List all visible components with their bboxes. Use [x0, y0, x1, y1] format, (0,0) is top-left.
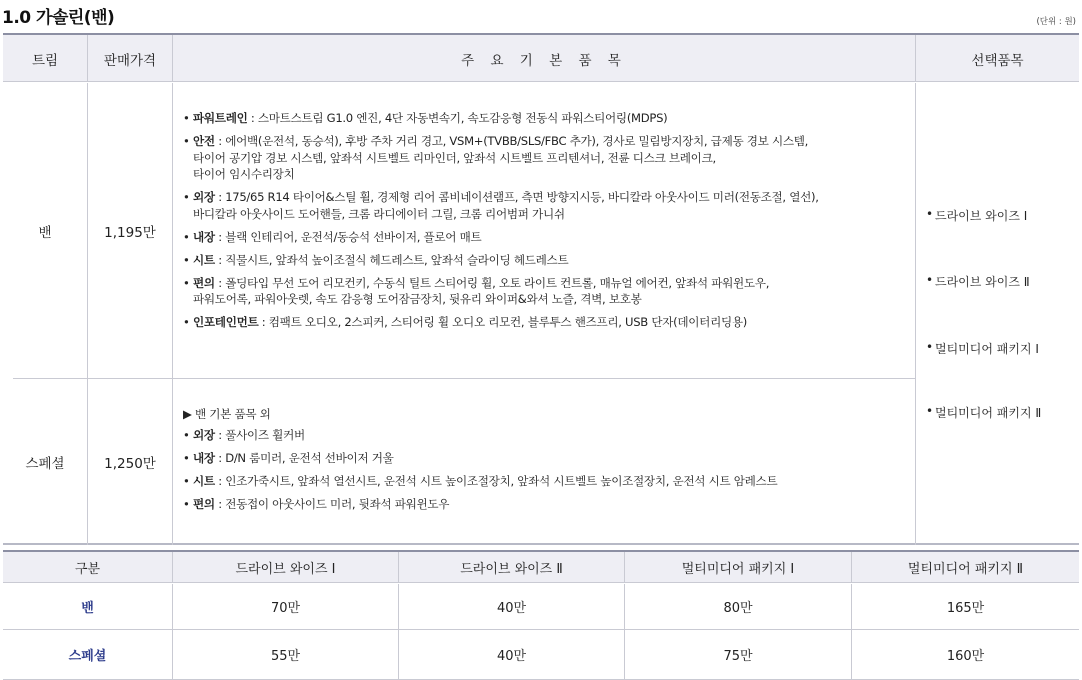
price-trim-label: 스페셜	[3, 630, 173, 679]
trim-table	[3, 33, 1079, 545]
table-row	[3, 630, 1079, 680]
feature-description: : 직물시트, 앞좌석 높이조절식 헤드레스트, 앞좌석 슬라이딩 헤드레스트	[214, 252, 569, 267]
price-value: 160만	[946, 649, 985, 664]
feature-description: : 컴팩트 오디오, 2스피커, 스티어링 휠 오디오 리모컨, 블루투스 핸즈프리, USB 단자(데이터리딩용)	[258, 315, 747, 329]
feature-category: 인포테인먼트	[193, 315, 259, 329]
feature-description: : 폴딩타입 무선 도어 리모컨키, 수동식 틸트 스티어링 휠, 오토 라이트 컨트롤, 매뉴얼 에어컨, 앞좌석 파워윈도우, 파워도어록, 파워아웃렛, 속도 감응형 도어잠금장치, 뒷유리 와이퍼&와셔 노즐, 격벽, 보호봉	[193, 275, 770, 306]
price-header-cell: 드라이브 와이즈 Ⅰ	[173, 552, 399, 583]
option-item: • 드라이브 와이즈 Ⅱ	[926, 273, 1030, 290]
option-item: • 멀티미디어 패키지 Ⅱ	[926, 404, 1041, 421]
van-features-cell	[173, 83, 916, 379]
feature-item	[183, 110, 915, 127]
feature-item	[183, 314, 915, 331]
van-feature-list	[183, 110, 915, 331]
base-features-note: ▶ 밴 기본 품목 외	[183, 407, 271, 421]
option-price-table	[3, 550, 1079, 680]
trim-name-special: 스페셜	[3, 379, 88, 545]
page-title: 1.0 가솔린(밴)	[2, 8, 115, 28]
feature-category: 외장	[193, 427, 215, 442]
header-standard-features: 주 요 기 본 품 목	[173, 35, 916, 82]
feature-category: 편의	[193, 496, 215, 511]
price-value: 55만	[173, 630, 399, 679]
trim-price-van: 1,195만	[88, 83, 173, 379]
feature-item	[183, 133, 915, 183]
feature-item	[183, 189, 915, 222]
trim-name-van: 밴	[3, 83, 88, 379]
feature-category: 시트	[193, 252, 215, 267]
price-header-cell: 멀티미디어 패키지 Ⅰ	[625, 552, 852, 583]
header-price: 판매가격	[88, 35, 173, 82]
feature-item	[183, 450, 915, 467]
price-header-cell: 구분	[3, 552, 173, 583]
trim-price-special: 1,250만	[88, 379, 173, 545]
special-feature-list	[183, 427, 915, 513]
table-row	[3, 584, 1079, 630]
feature-item	[183, 229, 915, 246]
feature-category: 안전	[193, 134, 215, 148]
feature-item	[183, 496, 915, 513]
header-options: 선택품목	[971, 52, 1024, 69]
feature-description: : 블랙 인테리어, 운전석/동승석 선바이저, 플로어 매트	[214, 229, 482, 244]
feature-item	[183, 252, 915, 269]
feature-category: 시트	[193, 473, 215, 488]
option-item: • 드라이브 와이즈 Ⅰ	[926, 207, 1027, 224]
feature-category: 파워트레인	[193, 111, 248, 125]
price-value: 165만	[946, 601, 985, 616]
price-value: 80만	[625, 584, 852, 629]
feature-item	[183, 275, 915, 308]
price-value: 75만	[625, 630, 852, 679]
price-header-cell: 멀티미디어 패키지 Ⅱ	[907, 562, 1024, 577]
feature-category: 편의	[193, 275, 215, 290]
unit-note: (단위 : 원)	[1036, 17, 1076, 27]
feature-description: : 에어백(운전석, 동승석), 후방 주차 거리 경고, VSM+(TVBB/SLS/FBC 추가), 경사로 밀림방지장치, 급제동 경보 시스템, 타이어 공기압 경보 시스템, 앞좌석 시트벨트 리마인더, 앞좌석 시트벨트 프리텐셔너, 전륜 디스크 브레이크, 타이어 임시수리장치	[193, 134, 809, 181]
feature-item	[183, 427, 915, 444]
option-item: • 멀티미디어 패키지 Ⅰ	[926, 340, 1039, 357]
feature-category: 외장	[193, 190, 215, 204]
header-trim: 트림	[3, 35, 88, 82]
special-features-cell	[173, 379, 916, 545]
feature-description: : 스마트스트림 G1.0 엔진, 4단 자동변속기, 속도감응형 전동식 파워스티어링(MDPS)	[247, 111, 668, 125]
trim-table-header	[3, 35, 1079, 82]
feature-description: : 전동접이 아웃사이드 미러, 뒷좌석 파워윈도우	[214, 496, 450, 511]
options-cell	[916, 83, 1079, 545]
feature-description: : 인조가죽시트, 앞좌석 열선시트, 운전석 시트 높이조절장치, 앞좌석 시트벨트 높이조절장치, 운전석 시트 암레스트	[214, 473, 778, 488]
price-table-header	[3, 552, 1079, 583]
feature-category: 내장	[193, 229, 215, 244]
price-trim-label: 밴	[3, 584, 173, 629]
feature-category: 내장	[193, 450, 215, 465]
price-value: 40만	[399, 584, 625, 629]
price-value: 70만	[173, 584, 399, 629]
price-value: 40만	[399, 630, 625, 679]
feature-item	[183, 473, 915, 490]
feature-description: : 175/65 R14 타이어&스틸 휠, 경제형 리어 콤비네이션램프, 측면 방향지시등, 바디칼라 아웃사이드 미러(전동조절, 열선), 바디칼라 아웃사이드 도어핸들, 크롬 라디에이터 그릴, 크롬 리어범퍼 가니쉬	[193, 190, 819, 221]
price-header-cell: 드라이브 와이즈 Ⅱ	[399, 552, 625, 583]
feature-description: : D/N 룸미러, 운전석 선바이저 거울	[214, 450, 394, 465]
feature-description: : 풀사이즈 휠커버	[214, 427, 305, 442]
